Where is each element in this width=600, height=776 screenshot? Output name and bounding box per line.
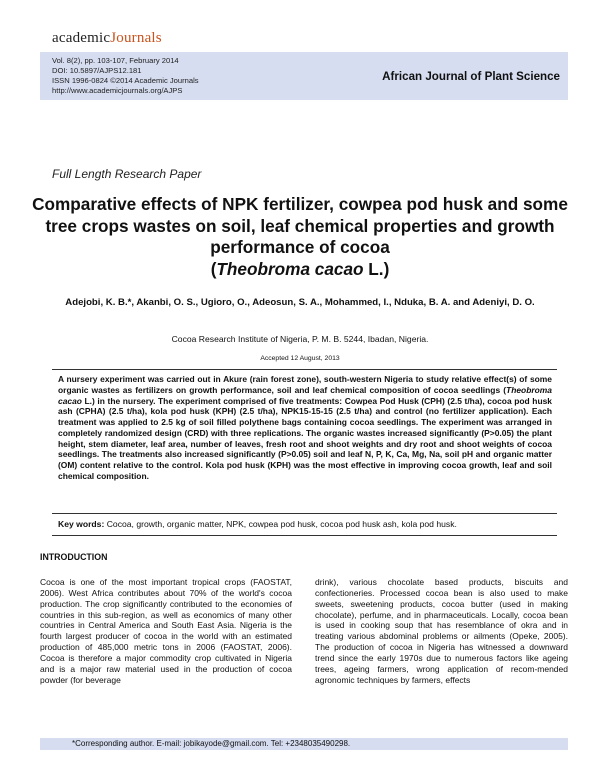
intro-right-column: drink), various chocolate based products, biscuits and confectioneries. Processed cocoa bean is also used to make sweets, sweetening products, cocoa butter (used in making chocolate), perfume, and in pharmaceuticals. Locally, cocoa bean is used in cooking soup that has resemblance of okra and in treating various abdominal problems or ailments (Opeke, 2005). The production of cocoa in Nigeria has witnessed a downward trend since the early 1970s due to numerous factors like ageing trees, ageing farmers, wrong application of recom-mended agronomic techniques by farmers, effects	[315, 577, 568, 685]
journal-name: African Journal of Plant Science	[382, 70, 560, 83]
keywords-label: Key words:	[58, 519, 105, 529]
volume-line: Vol. 8(2), pp. 103-107, February 2014	[52, 56, 179, 65]
keywords	[58, 519, 558, 529]
publisher-name-part2: Journals	[110, 30, 162, 46]
issn-line: ISSN 1996-0824 ©2014 Academic Journals	[52, 76, 199, 85]
abstract-part1: A nursery experiment was carried out in Akure (rain forest zone), south-western Nigeria to study relative effect(s) of some organic wastes as fertilizers on growth performance, soil and leaf chemical composition of cocoa seedlings (	[58, 374, 552, 395]
title-species: Theobroma cacao	[216, 258, 364, 279]
keywords-divider	[52, 535, 557, 536]
accepted-date: Accepted 12 August, 2013	[260, 355, 340, 362]
paper-type: Full Length Research Paper	[52, 167, 202, 181]
abstract-top-divider	[52, 369, 557, 370]
section-heading-introduction: INTRODUCTION	[40, 552, 108, 562]
corresponding-author-footnote: *Corresponding author. E-mail: jobikayode@gmail.com. Tel: +2348035490298.	[72, 739, 351, 748]
title-close: L.)	[363, 258, 390, 279]
title-main: Comparative effects of NPK fertilizer, cowpea pod husk and some tree crops wastes on soil, leaf chemical properties and growth performance of cocoa	[32, 194, 568, 257]
title-open-paren: (	[210, 258, 217, 279]
publisher-logo	[52, 30, 162, 47]
article-metadata	[52, 56, 199, 96]
affiliation: Cocoa Research Institute of Nigeria, P. M. B. 5244, Ibadan, Nigeria.	[171, 334, 429, 344]
publisher-name-part1: academic	[52, 30, 111, 46]
abstract	[58, 374, 552, 482]
abstract-species: Theobroma cacao	[58, 384, 552, 406]
doi-line: DOI: 10.5897/AJPS12.181	[52, 66, 142, 75]
author-list: Adejobi, K. B.*, Akanbi, O. S., Ugioro, O., Adeosun, S. A., Mohammed, I., Nduka, B. A. and Adeniyi, D. O.	[65, 297, 535, 308]
intro-left-column: Cocoa is one of the most important tropical crops (FAOSTAT, 2006). West Africa contributes about 70% of the world's cocoa production. The crop significantly contributed to the economies of countries in this sub-region, as well as economics of many other countries in Central America and South East Asia. Nigeria is the fourth largest producer of cocoa in the world with an estimated production of 485,000 metric tons in 2006 (FAOSTAT, 2006). Cocoa is therefore a major commodity crop cultivated in Nigeria and is a major raw material used in the production of cocoa powder (for beverage	[40, 577, 292, 685]
paper-title	[30, 194, 570, 280]
url-line[interactable]: http://www.academicjournals.org/AJPS	[52, 86, 183, 95]
abstract-part2: L.) in the nursery. The experiment comprised of five treatments: Cowpea Pod Husk (CPH) (2.5 t/ha), cocoa pod husk ash (CPHA) (2.5 t/ha), kola pod husk (KPH) (2.5 t/ha), NPK15-15-15 (2.5 t/ha) and control (no fertilizer application). Each treatment was applied to 2.5 kg of soil filled polythene bags containing cocoa seedlings. The experiment was arranged in completely randomized design (CRD) with three replications. The organic wastes increased significantly (P>0.05) the plant height, stem diameter, leaf area, number of leaves, fresh root and shoot weights and dry root and shoot weights of cocoa seedlings. The treatments also increased significantly (P>0.05) soil and leaf N, P, K, Ca, Mg, Na, soil pH and organic matter (OM) content relative to the control. Kola pod husk (KPH) was the most effective in improving cocoa growth, leaf and soil chemical composition.	[58, 395, 552, 481]
abstract-bottom-divider	[52, 513, 557, 514]
keywords-text: Cocoa, growth, organic matter, NPK, cowpea pod husk, cocoa pod husk ash, kola pod husk.	[106, 519, 457, 529]
